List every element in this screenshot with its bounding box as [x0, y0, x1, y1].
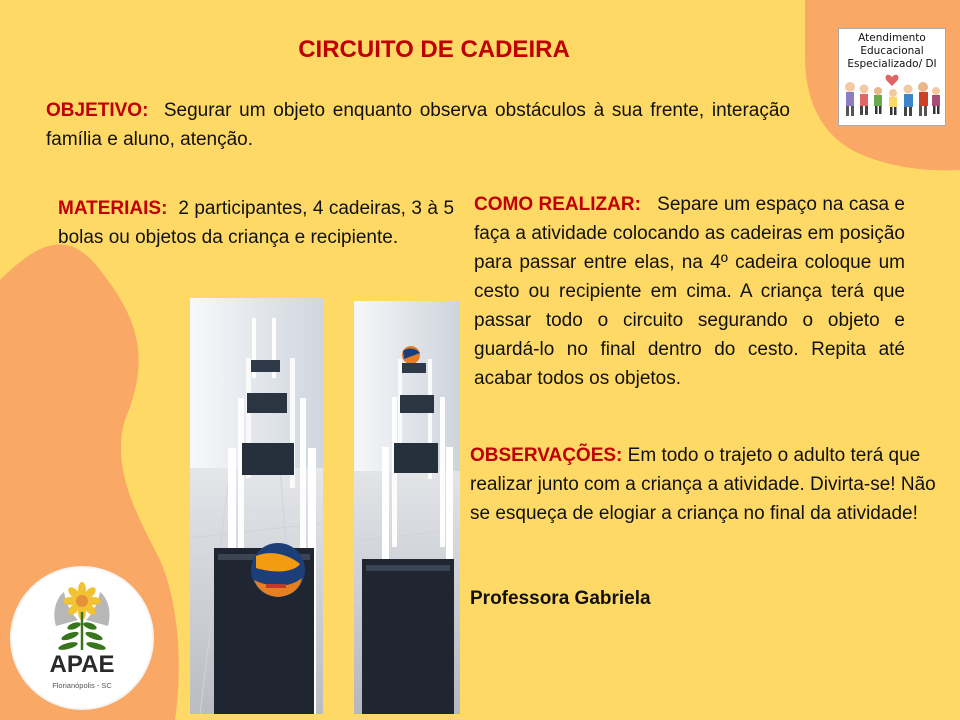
chairs-photo-1: [190, 298, 323, 714]
badge-text: [839, 29, 945, 71]
sunflower-hands-icon: [12, 568, 152, 658]
observacoes-section: [470, 441, 940, 528]
badge-line-2: Educacional: [860, 45, 924, 57]
objetivo-text: Segurar um objeto enquanto observa obstáculos à sua frente, interação família e aluno, atenção.: [46, 100, 791, 150]
observacoes-label: OBSERVAÇÕES:: [470, 445, 623, 466]
apae-logo: [12, 568, 152, 708]
signature: Professora Gabriela: [470, 588, 651, 609]
apae-logo-city: Florianópolis - SC: [52, 681, 112, 690]
materiais-text: 2 participantes, 4 cadeiras, 3 à 5 bolas ou objetos da criança e recipiente.: [58, 198, 455, 248]
como-realizar-section: [474, 190, 905, 393]
page-title: CIRCUITO DE CADEIRA: [298, 36, 570, 63]
chairs-with-ball-image: [190, 298, 323, 714]
como-realizar-text: Separe um espaço na casa e faça a atividade colocando as cadeiras em posição para passar entre elas, na 4º cadeira coloque um cesto ou recipiente em cima. A criança terá que passar todo o circuito segurando o objeto e guardá-lo no final dentro do cesto. Repita até acabar todos os objetos.: [474, 194, 905, 389]
objetivo-section: [46, 96, 790, 154]
apae-logo-name: APAE: [49, 651, 115, 678]
aee-badge: [838, 28, 946, 126]
como-realizar-label: COMO REALIZAR:: [474, 194, 641, 215]
chairs-photo-2: [354, 301, 460, 714]
materiais-section: [58, 194, 454, 252]
children-illustration-icon: [840, 71, 944, 123]
observacoes-text: Em todo o trajeto o adulto terá que realizar junto com a criança a atividade. Divirta-se! Não se esqueça de elogiar a criança no final da atividade!: [470, 445, 936, 524]
materiais-label: MATERIAIS:: [58, 198, 168, 219]
badge-line-3: Especializado/ DI: [847, 58, 937, 70]
objetivo-label: OBJETIVO:: [46, 100, 149, 121]
badge-line-1: Atendimento: [858, 32, 926, 44]
chairs-circuit-image: [354, 301, 460, 714]
